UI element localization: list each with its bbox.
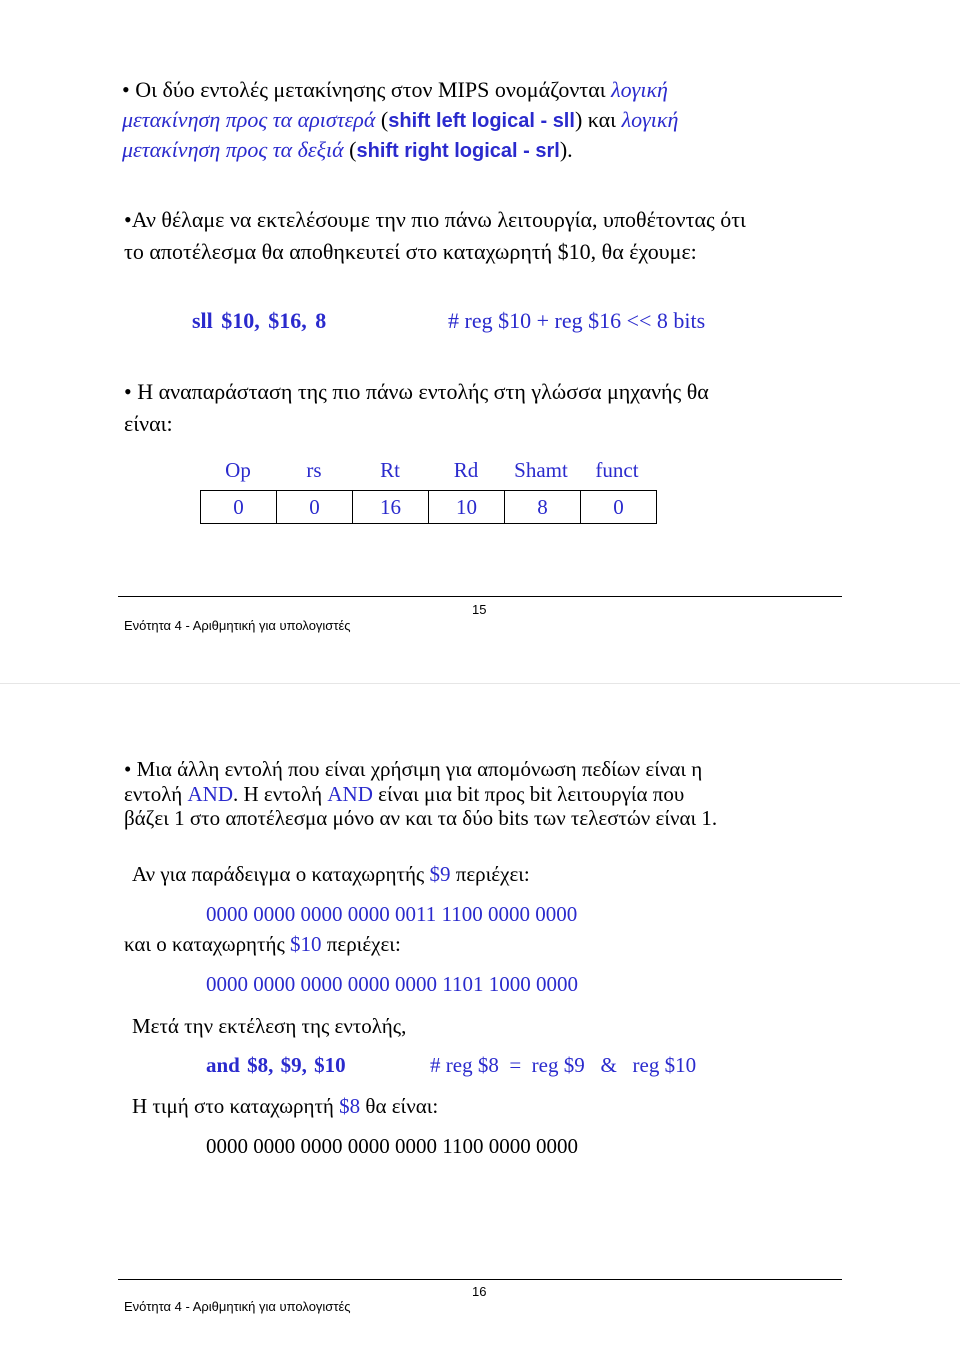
result-intro: Η τιμή στο καταχωρητή $8 θα είναι: [132,1094,439,1118]
and-instruction-code: and $8, $9, $10 [206,1053,346,1077]
header-op: Op [225,458,251,482]
footer-text: Ενότητα 4 - Αριθμητική για υπολογιστές [124,1299,351,1314]
header-rt: Rt [380,458,400,482]
footer-text: Ενότητα 4 - Αριθμητική για υπολογιστές [124,618,351,633]
bullet-and-line3: βάζει 1 στο αποτέλεσμα μόνο αν και τα δύο bits των τελεστών είναι 1. [124,806,718,830]
reg10-intro: και ο καταχωρητής $10 περιέχει: [124,932,401,956]
bullet-machine-line2: είναι: [124,411,173,436]
cell-op: 0 [201,491,277,524]
footer-rule [118,1279,842,1280]
header-shamt: Shamt [514,458,568,482]
reg10-value: 0000 0000 0000 0000 0000 1101 1000 0000 [206,972,578,996]
header-rs: rs [306,458,322,482]
format-table-row [201,491,657,524]
and-instruction-comment: # reg $8 = reg $9 & reg $10 [430,1053,697,1077]
bullet-machine-line1: • Η αναπαράσταση της πιο πάνω εντολής στη γλώσσα μηχανής θα [124,379,709,404]
cell-funct: 0 [581,491,657,524]
reg9-intro: Αν για παράδειγμα ο καταχωρητής $9 περιέχει: [132,862,530,886]
reg9-value: 0000 0000 0000 0000 0011 1100 0000 0000 [206,902,578,926]
cell-rd: 10 [429,491,505,524]
header-rd: Rd [453,458,479,482]
after-execution-text: Μετά την εκτέλεση της εντολής, [132,1014,407,1038]
page-number: 16 [472,1284,487,1299]
slide-divider [0,683,960,684]
footer-rule [118,596,842,597]
format-table [200,490,657,524]
result-value: 0000 0000 0000 0000 0000 1100 0000 0000 [206,1134,578,1158]
bullet-shift-intro-line1: • Οι δύο εντολές μετακίνησης στον MIPS ονομάζονται λογική [122,77,668,102]
sll-instruction-comment: # reg $10 + reg $16 << 8 bits [448,308,706,333]
bullet-shift-intro-line3: μετακίνηση προς τα δεξιά (shift right logical - srl). [122,137,573,162]
bullet-example-line2: το αποτέλεσμα θα αποθηκευτεί στο καταχωρητή $10, θα έχουμε: [124,239,697,264]
cell-rs: 0 [277,491,353,524]
bullet-shift-intro-line2: μετακίνηση προς τα αριστερά (shift left logical - sll) και λογική [122,107,679,132]
bullet-and-line2: εντολή AND. Η εντολή AND είναι μια bit προς bit λειτουργία που [124,782,685,806]
cell-rt: 16 [353,491,429,524]
page-number: 15 [472,602,487,617]
bullet-example-line1: •Αν θέλαμε να εκτελέσουμε την πιο πάνω λειτουργία, υποθέτοντας ότι [124,207,746,232]
bullet-and-line1: • Μια άλλη εντολή που είναι χρήσιμη για απομόνωση πεδίων είναι η [124,757,703,781]
header-funct: funct [595,458,639,482]
cell-shamt: 8 [505,491,581,524]
sll-instruction-code: sll $10, $16, 8 [192,308,327,333]
